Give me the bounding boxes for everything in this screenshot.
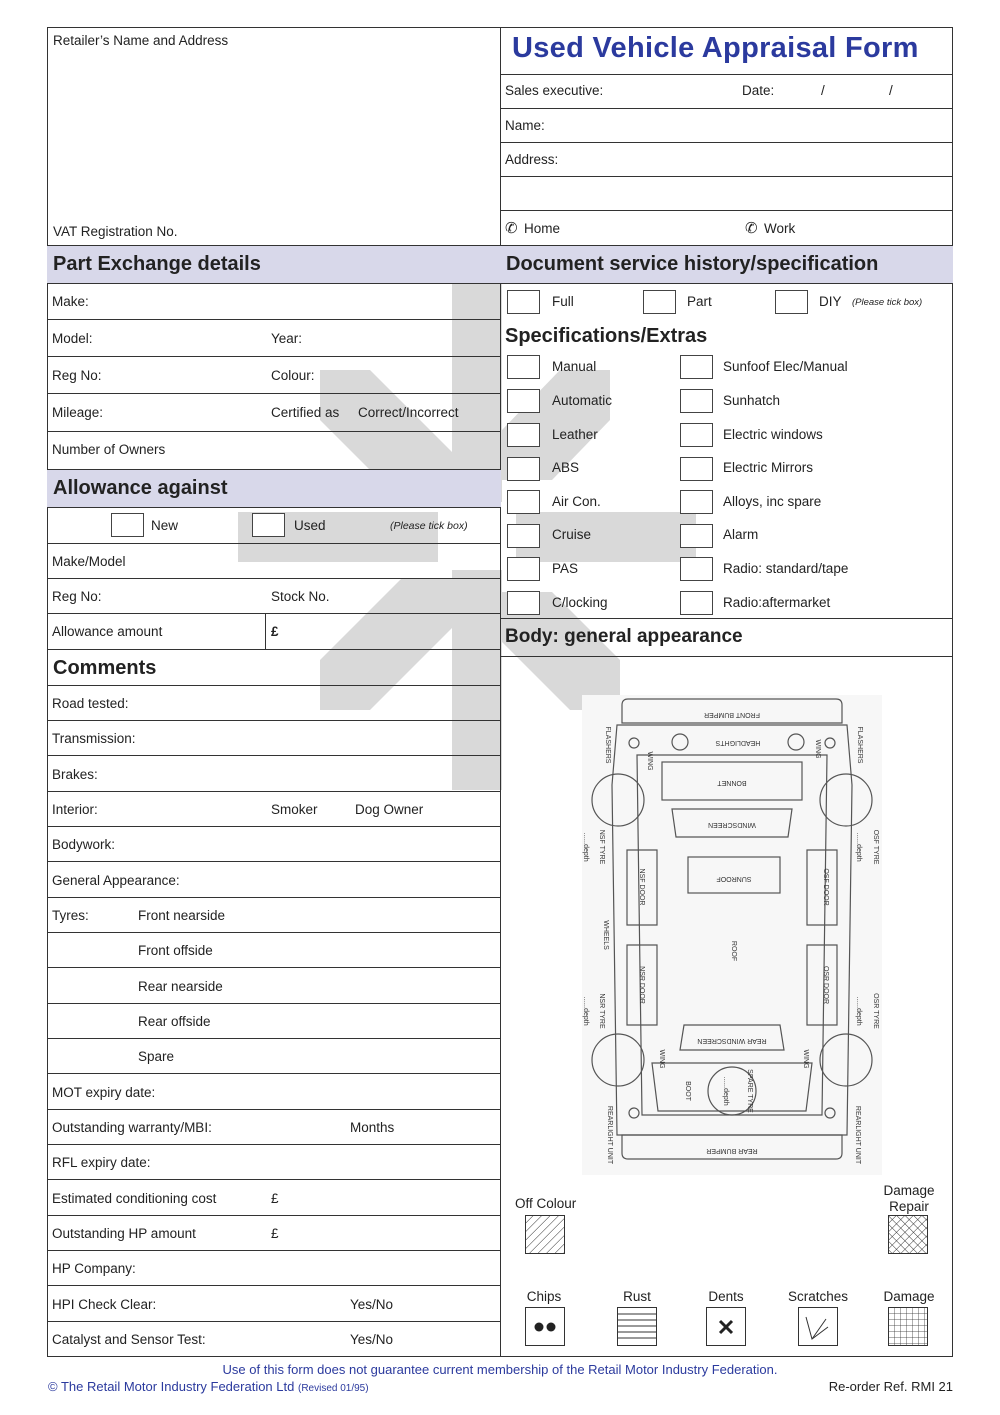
osr-depth-label: ......depth xyxy=(855,996,862,1026)
used-checkbox[interactable] xyxy=(252,513,285,537)
allowance-amount-field[interactable]: £ xyxy=(271,624,279,639)
brakes-field[interactable]: Brakes: xyxy=(52,767,98,782)
spec-label: PAS xyxy=(552,561,579,576)
hpi-check-label: HPI Check Clear: xyxy=(52,1297,157,1312)
chips-swatch[interactable] xyxy=(525,1307,565,1346)
spec-checkbox[interactable] xyxy=(680,490,713,514)
spec-label: Electric Mirrors xyxy=(723,460,813,475)
full-label: Full xyxy=(552,294,574,309)
reorder-ref: Re-order Ref. RMI 21 xyxy=(828,1379,953,1394)
warranty-field[interactable]: Outstanding warranty/MBI: xyxy=(52,1120,212,1135)
retailer-label: Retailer’s Name and Address xyxy=(53,33,229,48)
rust-label: Rust xyxy=(623,1289,651,1304)
scratches-label: Scratches xyxy=(787,1289,849,1304)
rear-nearside-field[interactable]: Rear nearside xyxy=(138,979,223,994)
spec-checkbox[interactable] xyxy=(680,423,713,447)
nsf-depth-label: ......depth xyxy=(582,832,589,862)
spec-checkbox[interactable] xyxy=(507,557,540,581)
bodywork-field[interactable]: Bodywork: xyxy=(52,837,116,852)
spec-checkbox[interactable] xyxy=(680,389,713,413)
front-bumper-label: FRONT BUMPER xyxy=(704,711,760,718)
spec-checkbox[interactable] xyxy=(507,524,540,548)
vehicle-body-diagram[interactable] xyxy=(582,695,882,1175)
hp-amount-label: Outstanding HP amount xyxy=(52,1226,196,1241)
rearlight-right-label: REARLIGHT UNIT xyxy=(854,1105,861,1165)
year-field[interactable]: Year: xyxy=(271,331,303,346)
spec-label: Leather xyxy=(552,427,598,442)
date-field[interactable]: Date: xyxy=(742,83,775,98)
spec-checkbox[interactable] xyxy=(507,355,540,379)
tyres-label: Tyres: xyxy=(52,908,89,923)
spec-label: Air Con. xyxy=(552,494,601,509)
new-checkbox[interactable] xyxy=(111,513,144,537)
rfl-expiry-field[interactable]: RFL expiry date: xyxy=(52,1155,151,1170)
model-field[interactable]: Model: xyxy=(52,331,93,346)
spec-label: Electric windows xyxy=(723,427,823,442)
rear-windscreen-label: REAR WINDSCREEN xyxy=(697,1037,767,1044)
part-label: Part xyxy=(687,294,712,309)
spare-tyre-field[interactable]: Spare xyxy=(138,1049,175,1064)
sunroof-label: SUNROOF xyxy=(716,875,752,882)
off-colour-label: Off Colour xyxy=(515,1196,577,1211)
page-title: Used Vehicle Appraisal Form xyxy=(512,32,919,64)
spec-label: C/locking xyxy=(552,595,608,610)
spare-tyre-label: SPARE TYRE xyxy=(746,1069,753,1113)
spec-checkbox[interactable] xyxy=(680,524,713,548)
allowance-reg-field[interactable]: Reg No: xyxy=(52,589,102,604)
months-label: Months xyxy=(350,1120,395,1135)
flashers-right-label: FLASHERS xyxy=(856,726,863,764)
damage-repair-label: Damage Repair xyxy=(883,1183,935,1214)
specifications-heading: Specifications/Extras xyxy=(505,325,708,347)
copyright-text: © The Retail Motor Industry Federation Ltd xyxy=(48,1379,295,1394)
make-model-field[interactable]: Make/Model xyxy=(52,554,126,569)
spec-label: Sunhatch xyxy=(723,393,781,408)
osf-tyre-label: OSF TYRE xyxy=(872,829,879,865)
spec-label: Cruise xyxy=(552,527,592,542)
transmission-field[interactable]: Transmission: xyxy=(52,731,136,746)
dents-swatch[interactable] xyxy=(706,1307,746,1346)
damage-swatch[interactable] xyxy=(888,1307,928,1346)
off-colour-swatch[interactable] xyxy=(525,1215,565,1254)
spec-label: Sunfoof Elec/Manual xyxy=(723,359,848,374)
spec-label: Automatic xyxy=(552,393,613,408)
spec-label: Radio: standard/tape xyxy=(723,561,849,576)
diy-label: DIY xyxy=(819,294,842,309)
service-history-heading: Document service history/specification xyxy=(500,245,953,284)
name-field[interactable]: Name: xyxy=(505,118,545,133)
dog-owner-field[interactable]: Dog Owner xyxy=(355,802,424,817)
wing-label: WING xyxy=(814,739,821,759)
certified-label: Certified as xyxy=(271,405,340,420)
make-field[interactable]: Make: xyxy=(52,294,89,309)
rearlight-left-label: REARLIGHT UNIT xyxy=(606,1105,613,1165)
general-appearance-field[interactable]: General Appearance: xyxy=(52,873,180,888)
dents-label: Dents xyxy=(708,1289,744,1304)
part-history-checkbox[interactable] xyxy=(643,290,676,314)
rust-swatch[interactable] xyxy=(617,1307,657,1346)
spec-label: Alloys, inc spare xyxy=(723,494,822,509)
damage-repair-swatch[interactable] xyxy=(888,1215,928,1254)
spec-checkbox[interactable] xyxy=(507,490,540,514)
sales-exec-field[interactable]: Sales executive: xyxy=(505,83,604,98)
nsr-depth-label: ......depth xyxy=(582,996,589,1026)
interior-field[interactable]: Interior: xyxy=(52,802,98,817)
damage-label: Damage xyxy=(883,1289,935,1304)
smoker-field[interactable]: Smoker xyxy=(271,802,318,817)
allowance-heading: Allowance against xyxy=(47,469,501,508)
owners-field[interactable]: Number of Owners xyxy=(52,442,166,457)
spec-checkbox[interactable] xyxy=(507,591,540,615)
conditioning-cost-field[interactable]: £ xyxy=(271,1191,279,1206)
catalyst-yes-no[interactable]: Yes/No xyxy=(350,1332,394,1347)
nsf-door-label: NSF DOOR xyxy=(638,868,645,906)
headlights-label: HEADLIGHTS xyxy=(715,739,761,746)
front-nearside-field[interactable]: Front nearside xyxy=(138,908,226,923)
spec-checkbox[interactable] xyxy=(507,423,540,447)
tick-hint: (Please tick box) xyxy=(852,297,923,308)
hp-company-field[interactable]: HP Company: xyxy=(52,1261,136,1276)
osf-door-label: OSF DOOR xyxy=(822,868,829,906)
conditioning-cost-label: Estimated conditioning cost xyxy=(52,1191,217,1206)
date-slash: / xyxy=(889,83,893,98)
full-history-checkbox[interactable] xyxy=(507,290,540,314)
spec-label: Radio:aftermarket xyxy=(723,595,831,610)
correct-incorrect-field[interactable]: Correct/Incorrect xyxy=(358,405,459,420)
bonnet-label: BONNET xyxy=(717,779,747,786)
spec-checkbox[interactable] xyxy=(680,355,713,379)
spec-label: Manual xyxy=(552,359,597,374)
phone-icon: ✆ xyxy=(505,220,518,237)
reg-field[interactable]: Reg No: xyxy=(52,368,102,383)
nsr-tyre-label: NSR TYRE xyxy=(598,993,605,1029)
part-exchange-heading: Part Exchange details xyxy=(47,245,501,284)
rear-offside-field[interactable]: Rear offside xyxy=(138,1014,211,1029)
spare-depth-label: ......depth xyxy=(722,1076,729,1106)
date-slash: / xyxy=(821,83,825,98)
wheels-label: WHEELS xyxy=(602,920,609,950)
comments-heading: Comments xyxy=(53,657,157,679)
roof-label: ROOF xyxy=(730,940,737,962)
road-tested-field[interactable]: Road tested: xyxy=(52,696,129,711)
hpi-yes-no[interactable]: Yes/No xyxy=(350,1297,394,1312)
mileage-field[interactable]: Mileage: xyxy=(52,405,104,420)
home-phone-field[interactable]: Home xyxy=(524,221,561,236)
spec-label: ABS xyxy=(552,460,580,475)
catalyst-test-label: Catalyst and Sensor Test: xyxy=(52,1332,206,1347)
work-phone-field[interactable]: Work xyxy=(764,221,796,236)
disclaimer: Use of this form does not guarantee current membership of the Retail Motor Industry Federation. xyxy=(222,1362,778,1377)
wing-label: WING xyxy=(646,751,653,771)
wing-label: WING xyxy=(802,1049,809,1069)
body-appearance-heading: Body: general appearance xyxy=(505,626,743,647)
chips-label: Chips xyxy=(526,1289,562,1304)
address-field[interactable]: Address: xyxy=(505,152,559,167)
hp-amount-field[interactable]: £ xyxy=(271,1226,279,1241)
phone-icon: ✆ xyxy=(745,220,758,237)
osf-depth-label: ......depth xyxy=(855,832,862,862)
tick-hint: (Please tick box) xyxy=(390,520,468,532)
spec-checkbox[interactable] xyxy=(680,457,713,481)
copyright xyxy=(48,1379,369,1394)
stock-no-field[interactable]: Stock No. xyxy=(271,589,330,604)
new-label: New xyxy=(151,518,179,533)
front-offside-field[interactable]: Front offside xyxy=(138,943,213,958)
nsr-door-label: NSR DOOR xyxy=(638,966,645,1004)
boot-label: BOOT xyxy=(684,1081,691,1101)
column-divider xyxy=(500,27,501,1357)
spec-checkbox[interactable] xyxy=(680,557,713,581)
wing-label: WING xyxy=(658,1049,665,1069)
spec-checkbox[interactable] xyxy=(507,389,540,413)
flashers-left-label: FLASHERS xyxy=(604,726,611,764)
windscreen-label: WINDSCREEN xyxy=(708,821,756,828)
spec-checkbox[interactable] xyxy=(680,591,713,615)
scratches-swatch[interactable] xyxy=(798,1307,838,1346)
vat-label: VAT Registration No. xyxy=(53,224,178,239)
spec-label: Alarm xyxy=(723,527,759,542)
spec-checkbox[interactable] xyxy=(507,457,540,481)
osr-door-label: OSR DOOR xyxy=(822,965,829,1005)
used-label: Used xyxy=(294,518,326,533)
revision: (Revised 01/95) xyxy=(297,1383,369,1394)
osr-tyre-label: OSR TYRE xyxy=(872,993,879,1029)
allowance-amount-label: Allowance amount xyxy=(52,624,163,639)
rear-bumper-label: REAR BUMPER xyxy=(706,1147,758,1154)
diy-history-checkbox[interactable] xyxy=(775,290,808,314)
colour-field[interactable]: Colour: xyxy=(271,368,315,383)
mot-expiry-field[interactable]: MOT expiry date: xyxy=(52,1085,156,1100)
nsf-tyre-label: NSF TYRE xyxy=(598,829,605,865)
